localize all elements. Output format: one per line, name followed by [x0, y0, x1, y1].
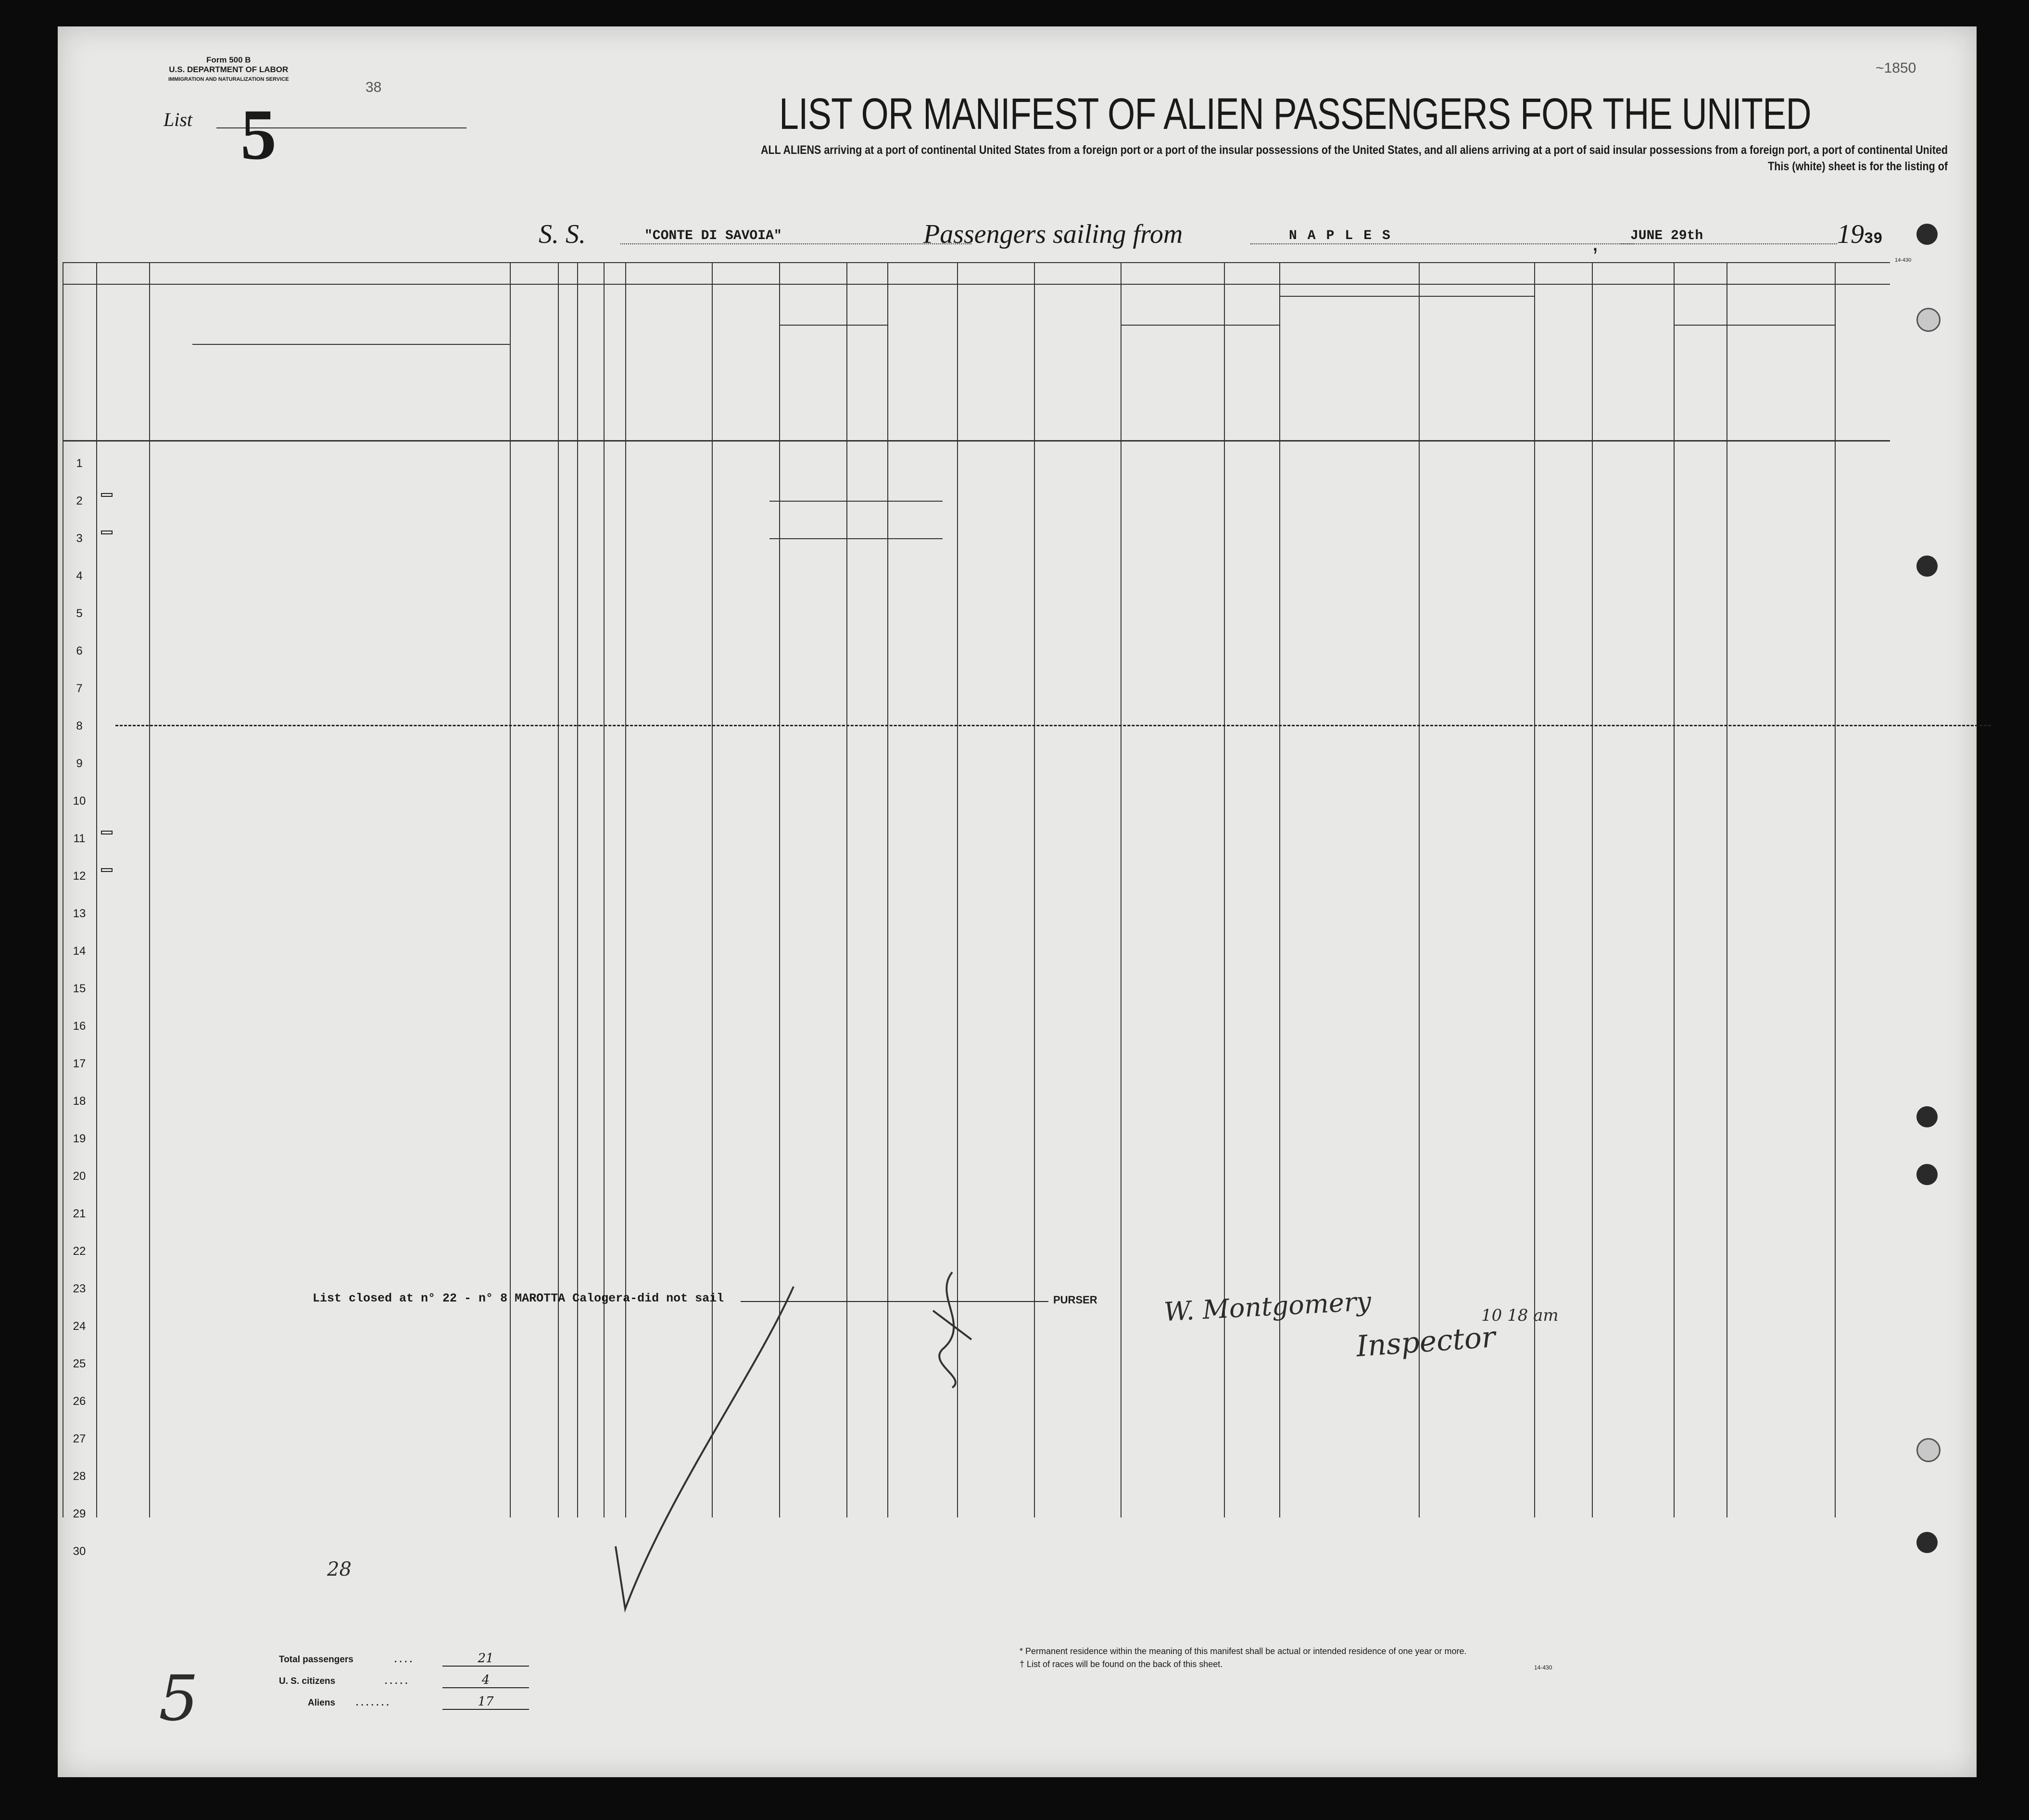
total-passengers-label: Total passengers [279, 1655, 353, 1665]
column-rule [1121, 262, 1122, 1517]
page-title: LIST OR MANIFEST OF ALIEN PASSENGERS FOR THE UNITED [779, 89, 1811, 139]
punch-hole [1916, 1164, 1938, 1185]
row-number: 5 [76, 607, 83, 620]
total-passengers-value: 21 [442, 1651, 529, 1667]
column-rule [1592, 262, 1593, 1517]
column-rule [1534, 262, 1535, 1517]
row-number: 23 [73, 1282, 86, 1295]
column-rule [887, 262, 888, 1517]
row-number: 27 [73, 1432, 86, 1445]
us-citizens-label: U. S. citizens [279, 1676, 336, 1686]
closing-note: List closed at n° 22 - n° 8 MAROTTA Calogera-did not sail [313, 1291, 724, 1305]
row-number: 24 [73, 1320, 86, 1333]
row-number: 6 [76, 645, 83, 657]
row-number: 3 [76, 532, 83, 545]
service-name: IMMIGRATION AND NATURALIZATION SERVICE [168, 76, 289, 82]
inspector-signature: W. Montgomery [1163, 1286, 1372, 1327]
footnote-races: † List of races will be found on the back of this sheet. [1020, 1659, 1223, 1669]
column-rule [510, 262, 511, 1517]
side-number: 38 [365, 79, 382, 95]
comma: , [1592, 229, 1599, 256]
column-rule [149, 262, 150, 1517]
column-rule [1279, 262, 1280, 1517]
ss-label: S. S. [539, 219, 586, 249]
column-rule [558, 262, 559, 1517]
row-number: 10 [73, 795, 86, 808]
us-citizens-value: 4 [442, 1673, 529, 1688]
column-rule [1034, 262, 1035, 1517]
inspector-title: Inspector [1355, 1320, 1497, 1364]
row-number: 12 [73, 870, 86, 883]
row-number: 2 [76, 494, 83, 507]
row-number: 30 [73, 1545, 86, 1558]
aliens-label: Aliens [308, 1698, 336, 1708]
row-number: 9 [76, 757, 83, 770]
purser-label: PURSER [1053, 1294, 1097, 1306]
subheader-rule [1419, 296, 1534, 297]
subheader-rule [1279, 296, 1419, 297]
row-number: 22 [73, 1245, 86, 1258]
column-rule [1224, 262, 1225, 1517]
margin-list-number: 5 [159, 1662, 199, 1735]
year-suffix: 39 [1864, 230, 1883, 248]
list-label: List [164, 109, 193, 130]
strike-line [115, 725, 1991, 728]
form-code-top: 14-430 [1895, 257, 1912, 263]
column-rule [96, 262, 97, 1517]
punch-hole [1916, 1532, 1938, 1553]
column-rule [577, 262, 578, 1517]
column-rule [1674, 262, 1675, 1517]
notice-line-2: This (white) sheet is for the listing of [1768, 160, 1948, 173]
sailing-date: JUNE 29th [1621, 228, 1837, 244]
sailing-year [1837, 219, 1882, 250]
head-tax-status [101, 531, 113, 534]
margin-count: 28 [327, 1558, 352, 1580]
column-rule [846, 262, 847, 1517]
punch-hole [1916, 556, 1938, 577]
list-number: 5 [240, 95, 277, 175]
notice-line-1: ALL ALIENS arriving at a port of continental United States from a foreign port or a port of the insular possessions of the United States, and all aliens arriving at a port of said insular possessions from a foreign port, a port of continental United [760, 143, 1948, 157]
dash-rule [769, 501, 943, 502]
row-number: 7 [76, 682, 83, 695]
inspection-time: 10 18 am [1481, 1306, 1559, 1325]
department-name: U.S. DEPARTMENT OF LABOR [169, 65, 289, 74]
punch-hole [1916, 1106, 1938, 1127]
form-header [168, 55, 289, 84]
head-tax-status [101, 831, 113, 834]
row-number: 26 [73, 1395, 86, 1408]
subheader-rule [779, 325, 887, 326]
punch-hole [1916, 224, 1938, 245]
row-number: 16 [73, 1020, 86, 1033]
dots: . . . . . . . [356, 1698, 389, 1708]
row-number: 18 [73, 1095, 86, 1108]
subheader-rule [1121, 325, 1279, 326]
row-number: 19 [73, 1132, 86, 1145]
column-rule [1835, 262, 1836, 1517]
aliens-value: 17 [442, 1694, 529, 1710]
row-number: 25 [73, 1357, 86, 1370]
punch-hole [1916, 1438, 1941, 1462]
head-tax-status [101, 868, 113, 872]
row-number: 20 [73, 1170, 86, 1183]
year-prefix: 19 [1837, 219, 1864, 249]
header-rule-bottom [63, 440, 1890, 442]
header-rule [63, 262, 1890, 263]
footnote-form-code: 14-430 [1534, 1664, 1552, 1671]
row-number: 4 [76, 569, 83, 582]
purser-flourish [923, 1267, 981, 1392]
row-number: 14 [73, 945, 86, 958]
row-number: 15 [73, 982, 86, 995]
column-rule [604, 262, 605, 1517]
dots: . . . . . [385, 1676, 408, 1686]
row-number: 8 [76, 720, 83, 733]
subheader-rule [192, 344, 510, 345]
punch-hole [1916, 308, 1941, 332]
row-number: 11 [73, 832, 86, 845]
row-number: 13 [73, 907, 86, 920]
header-rule [63, 284, 1890, 285]
ship-name: "CONTE DI SAVOIA" [620, 228, 971, 244]
corner-mark: ~1850 [1876, 60, 1916, 76]
notice-text [645, 142, 1948, 175]
manifest-sheet [58, 26, 1977, 1777]
dots: . . . . [394, 1655, 412, 1665]
sailing-label: Passengers sailing from [923, 219, 1183, 249]
row-number: 21 [73, 1207, 86, 1220]
departure-port: NAPLES [1250, 228, 1635, 244]
subheader-rule [1674, 325, 1835, 326]
check-stroke [611, 1277, 803, 1623]
head-tax-status [101, 493, 113, 497]
row-number: 29 [73, 1507, 86, 1520]
row-number: 17 [73, 1057, 86, 1070]
form-number: Form 500 B [206, 55, 251, 64]
row-number: 28 [73, 1470, 86, 1483]
footnote-residence: * Permanent residence within the meaning of this manifest shall be actual or intended residence of one year or more. [1020, 1646, 1467, 1656]
dash-rule [769, 538, 943, 539]
row-number: 1 [76, 457, 83, 470]
